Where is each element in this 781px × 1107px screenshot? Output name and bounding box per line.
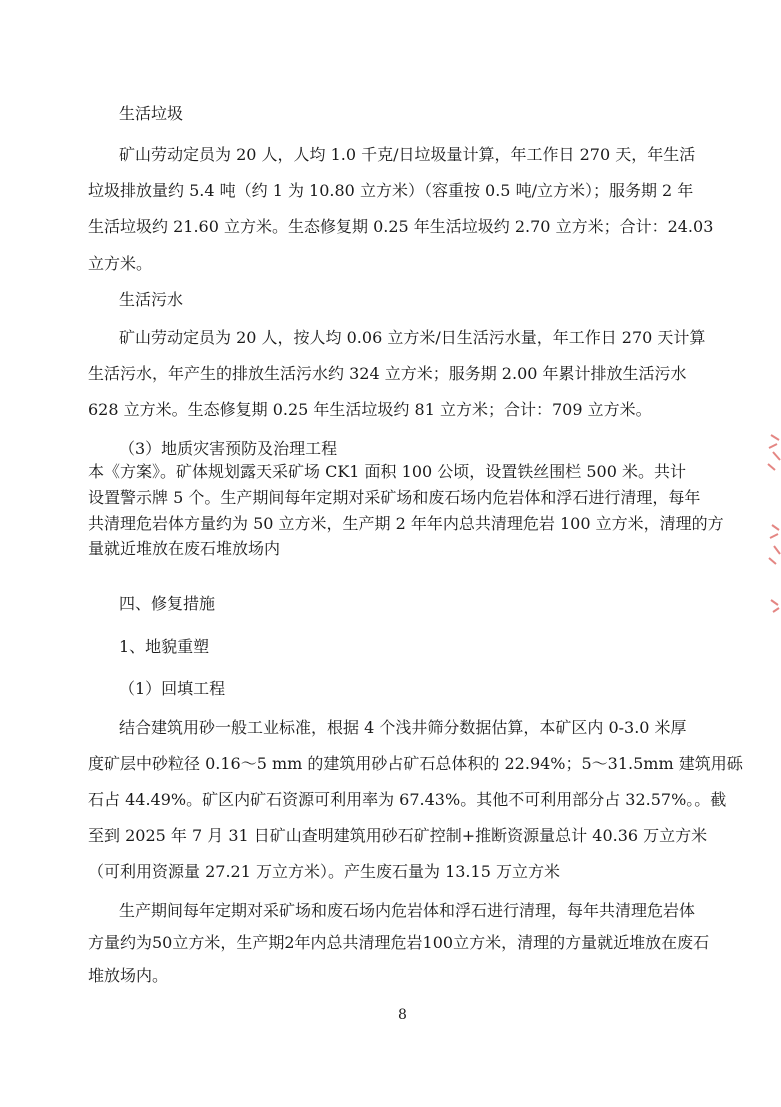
paragraph-line: 石占 44.49%。矿区内矿石资源可利用率为 67.43%。其他不可利用部分占 32.57%。。截 <box>88 790 727 809</box>
heading-landform: 1、地貌重塑 <box>119 637 210 656</box>
paragraph-line: 628 立方米。生态修复期 0.25 年生活垃圾约 81 立方米；合计：709 立方米。 <box>88 400 652 419</box>
paragraph-line: 结合建筑用砂一般工业标准，根据 4 个浅井筛分数据估算，本矿区内 0-3.0 米厚 <box>119 718 687 737</box>
paragraph-line: 量就近堆放在废石堆放场内 <box>88 539 281 558</box>
paragraph-line: 度矿层中砂粒径 0.16～5 mm 的建筑用砂占矿石总体积的 22.94%；5～31.5mm 建筑用砾 <box>88 754 743 773</box>
paragraph-line: 本《方案》。矿体规划露天采矿场 CK1 面积 100 公顷，设置铁丝围栏 500 米。共计 <box>88 462 686 481</box>
paragraph-line: 堆放场内。 <box>88 966 169 985</box>
heading-backfill: （1）回填工程 <box>119 679 226 698</box>
seal-stamp-edge <box>763 430 781 620</box>
paragraph-line: 至到 2025 年 7 月 31 日矿山查明建筑用砂石矿控制+推断资源量总计 40.36 万立方米 <box>88 826 708 845</box>
paragraph-line: 生活污水，年产生的排放生活污水约 324 立方米；服务期 2.00 年累计排放生活污水 <box>88 364 687 383</box>
heading-geohazard: （3）地质灾害预防及治理工程 <box>119 439 338 458</box>
page-number: 8 <box>398 1007 407 1023</box>
paragraph-line: 共清理危岩体方量约为 50 立方米，生产期 2 年年内总共清理危岩 100 立方米，清理的方 <box>88 514 724 533</box>
paragraph-line: 矿山劳动定员为 20 人，人均 1.0 千克/日垃圾量计算，年工作日 270 天，年生活 <box>119 145 696 164</box>
paragraph-line: 方量约为50立方米，生产期2年内总共清理危岩100立方米，清理的方量就近堆放在废石 <box>88 933 710 952</box>
paragraph-line: 生活垃圾约 21.60 立方米。生态修复期 0.25 年生活垃圾约 2.70 立方米；合计：24.03 <box>88 217 714 236</box>
heading-domestic-sewage: 生活污水 <box>119 290 184 309</box>
paragraph-line: 立方米。 <box>88 254 153 273</box>
paragraph-line: 垃圾排放量约 5.4 吨（约 1 为 10.80 立方米）（容重按 0.5 吨/立方米）；服务期 2 年 <box>88 181 694 200</box>
paragraph-line: 矿山劳动定员为 20 人，按人均 0.06 立方米/日生活污水量，年工作日 270 天计算 <box>119 328 706 347</box>
heading-domestic-waste: 生活垃圾 <box>119 104 184 123</box>
heading-restoration: 四、修复措施 <box>119 594 216 613</box>
paragraph-line: 生产期间每年定期对采矿场和废石场内危岩体和浮石进行清理，每年共清理危岩体 <box>119 901 696 920</box>
paragraph-line: （可利用资源量 27.21 万立方米）。产生废石量为 13.15 万立方米 <box>88 862 560 881</box>
paragraph-line: 设置警示牌 5 个。生产期间每年定期对采矿场和废石场内危岩体和浮石进行清理，每年 <box>88 488 701 507</box>
